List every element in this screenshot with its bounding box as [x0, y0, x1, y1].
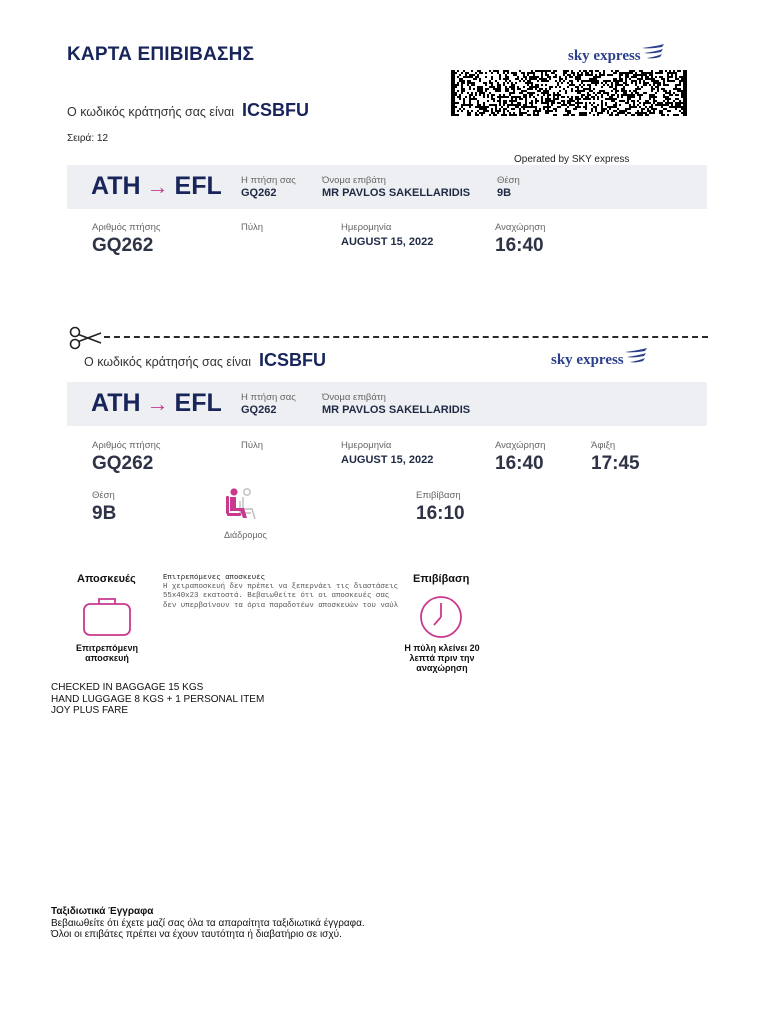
seat-icon: [224, 487, 258, 527]
flight-band-stub: [67, 382, 707, 426]
allowance-line-2: HAND LUGGAGE 8 KGS + 1 PERSONAL ITEM: [51, 693, 265, 705]
travel-documents: [51, 906, 365, 941]
destination-code: EFL: [174, 389, 222, 417]
documents-heading: Ταξιδιωτικά Έγγραφα: [51, 906, 154, 917]
baggage-caption: [62, 643, 152, 663]
date-value: AUGUST 15, 2022: [341, 454, 434, 466]
passenger-label: Όνομα επιβάτη: [322, 175, 386, 186]
flight-number: GQ262: [92, 453, 154, 474]
seat-label: Θέση: [497, 175, 520, 186]
flight-number-label: Αριθμός πτήσης: [92, 222, 161, 233]
arrival-label: Άφιξη: [591, 440, 616, 451]
logo-swoosh-icon: [624, 348, 648, 366]
flight-band-top: [67, 165, 707, 209]
boarding-label: Επιβίβαση: [416, 490, 461, 501]
logo-text: sky express: [568, 48, 641, 64]
route-arrow: →: [146, 390, 169, 416]
route: [91, 389, 222, 418]
baggage-info-title: Επιτρεπόμενες αποσκευές: [163, 574, 266, 582]
flight-label: Η πτήση σας: [241, 175, 296, 186]
gate-close-line-3: αναχώρηση: [416, 663, 468, 673]
seat-value: 9B: [92, 503, 117, 524]
route-arrow: →: [146, 173, 169, 199]
date-value: AUGUST 15, 2022: [341, 236, 434, 248]
flight-number-label: Αριθμός πτήσης: [92, 440, 161, 451]
departure-label: Αναχώρηση: [495, 440, 546, 451]
booking-code-line: [67, 100, 309, 121]
documents-line-1: Βεβαιωθείτε ότι έχετε μαζί σας όλα τα απαραίτητα ταξιδιωτικά έγγραφα.: [51, 917, 365, 929]
cut-line: [104, 336, 708, 338]
page-title: ΚΑΡΤΑ ΕΠΙΒΙΒΑΣΗΣ: [67, 44, 255, 65]
scissors-icon: [68, 326, 104, 350]
gate-close-line-2: λεπτά πριν την: [409, 653, 475, 663]
baggage-info-line-1: Η χειραποσκευή δεν πρέπει να ξεπερνάει τις διαστάσεις: [163, 583, 399, 592]
logo-text: sky express: [551, 352, 624, 368]
seat-value: 9B: [497, 187, 512, 199]
flight-label: Η πτήση σας: [241, 392, 296, 403]
passenger-name: MR PAVLOS SAKELLARIDIS: [322, 187, 471, 199]
seat-label: Θέση: [92, 490, 115, 501]
sequence-number: Σειρά: 12: [67, 133, 109, 144]
logo-swoosh-icon: [641, 44, 665, 62]
origin-code: ATH: [91, 172, 141, 200]
gate-label: Πύλη: [241, 222, 264, 233]
baggage-allowance: [51, 682, 264, 717]
documents-line-2: Όλοι οι επιβάτες πρέπει να έχουν ταυτότητα ή διαβατήριο σε ισχύ.: [51, 929, 342, 940]
operated-by: Operated by SKY express: [514, 154, 630, 165]
passenger-label: Όνομα επιβάτη: [322, 392, 386, 403]
passenger-name: MR PAVLOS SAKELLARIDIS: [322, 404, 471, 416]
date-label: Ημερομηνία: [341, 440, 392, 451]
seat-type: Διάδρομος: [224, 530, 267, 540]
suitcase-icon: [82, 596, 132, 638]
booking-label: Ο κωδικός κράτησής σας είναι: [67, 105, 235, 119]
brand-logo-stub: [551, 348, 648, 369]
date-label: Ημερομηνία: [341, 222, 392, 233]
gate-close-caption: [392, 643, 492, 673]
booking-code: ICSBFU: [259, 350, 327, 370]
booking-label: Ο κωδικός κράτησής σας είναι: [84, 355, 252, 369]
baggage-info-line-3: δεν υπερβαίνουν τα όρια παραδοτέων αποσκευών του ναύλ: [163, 601, 399, 610]
destination-code: EFL: [174, 172, 222, 200]
booking-code-line-stub: [84, 350, 326, 371]
departure-time: 16:40: [495, 235, 544, 256]
baggage-caption-line-2: αποσκευή: [85, 653, 129, 663]
route: [91, 172, 222, 201]
baggage-caption-line-1: Επιτρεπόμενη: [76, 643, 138, 653]
allowance-line-3: JOY PLUS FARE: [51, 705, 129, 716]
clock-icon: [418, 594, 464, 640]
arrival-time: 17:45: [591, 453, 640, 474]
gate-close-line-1: Η πύλη κλείνει 20: [404, 643, 480, 653]
gate-label: Πύλη: [241, 440, 264, 451]
booking-code: ICSBFU: [242, 100, 310, 120]
baggage-info-line-2: 55x40x23 εκατοστά. Βεβαιωθείτε ότι οι αποσκευές σας: [163, 592, 390, 601]
flight-value: GQ262: [241, 187, 277, 199]
origin-code: ATH: [91, 389, 141, 417]
flight-value: GQ262: [241, 404, 277, 416]
barcode: [451, 70, 687, 116]
brand-logo: [568, 44, 665, 65]
boarding-heading: Επιβίβαση: [413, 573, 470, 585]
departure-label: Αναχώρηση: [495, 222, 546, 233]
baggage-heading: Αποσκευές: [77, 573, 136, 585]
boarding-time: 16:10: [416, 503, 465, 524]
departure-time: 16:40: [495, 453, 544, 474]
flight-number: GQ262: [92, 235, 154, 256]
allowance-line-1: CHECKED IN BAGGAGE 15 KGS: [51, 682, 204, 693]
baggage-info-text: [163, 574, 416, 611]
